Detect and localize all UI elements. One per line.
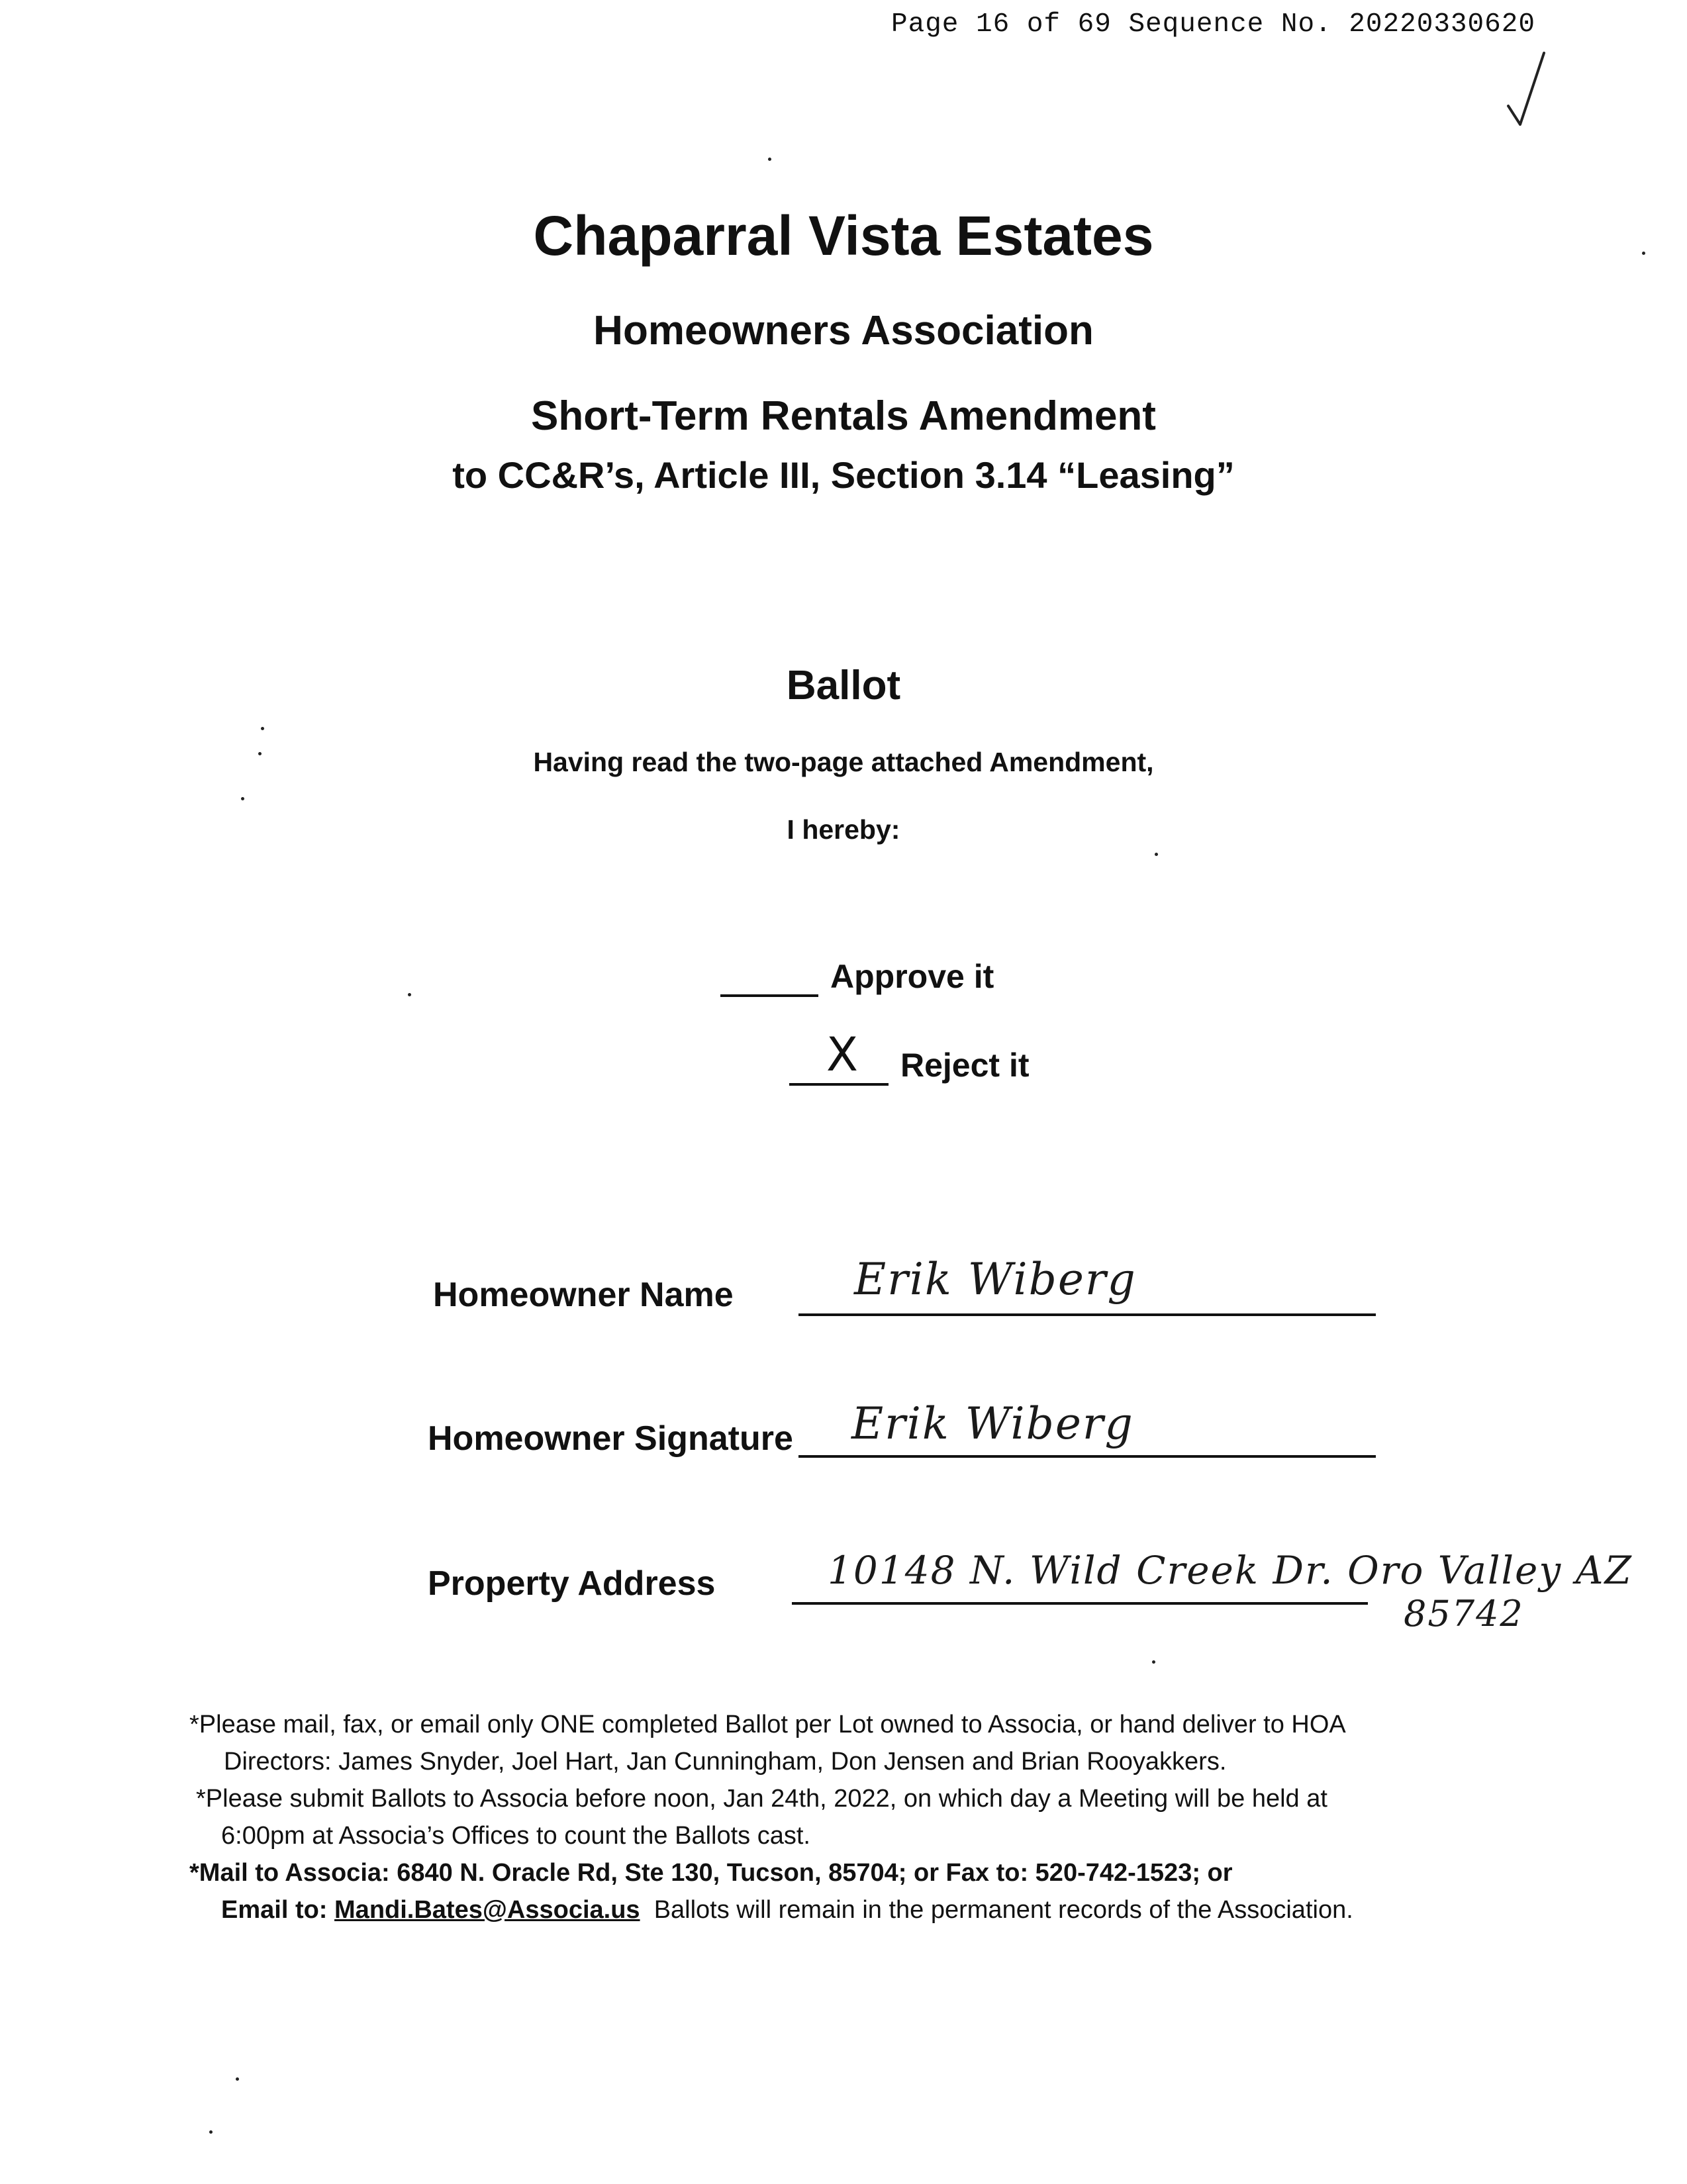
footer-line-4: 6:00pm at Associa’s Offices to count the Ballots cast. <box>221 1822 810 1850</box>
footer-email-prefix: Email to: <box>221 1896 335 1924</box>
email-link[interactable]: Mandi.Bates@Associa.us <box>334 1896 640 1924</box>
scan-speck <box>1155 853 1158 856</box>
homeowner-signature-line[interactable] <box>798 1455 1376 1458</box>
page-sequence-header: Page 16 of 69 Sequence No. 20220330620 <box>891 9 1535 40</box>
scan-speck <box>236 2077 239 2081</box>
amendment-reference: to CC&R’s, Article III, Section 3.14 “Leasing” <box>452 454 1235 496</box>
ballot-hereby: I hereby: <box>787 814 900 845</box>
ballot-heading: Ballot <box>786 663 901 708</box>
property-address-zip: 85742 <box>1404 1593 1524 1635</box>
footer-line-5 <box>189 1860 1233 1885</box>
homeowner-signature-label: Homeowner Signature <box>428 1419 793 1458</box>
association-type: Homeowners Association <box>593 308 1094 354</box>
property-address-line[interactable] <box>792 1602 1368 1605</box>
ballot-intro: Having read the two-page attached Amendment, <box>533 747 1154 777</box>
footer-mail-fax: *Mail to Associa: 6840 N. Oracle Rd, Ste 130, Tucson, 85704; or Fax to: 520-742-1523; or <box>189 1859 1233 1887</box>
reject-mark: X <box>826 1027 858 1082</box>
homeowner-signature-value: Erik Wiberg <box>851 1398 1134 1449</box>
footer-records-note: Ballots will remain in the permanent records of the Association. <box>653 1896 1353 1924</box>
approve-blank-line[interactable] <box>720 994 818 997</box>
homeowner-name-line[interactable] <box>798 1313 1376 1316</box>
scan-speck <box>1642 252 1645 255</box>
homeowner-name-label: Homeowner Name <box>433 1276 734 1314</box>
homeowner-name-value: Erik Wiberg <box>854 1254 1137 1305</box>
reject-option-label: Reject it <box>900 1047 1030 1084</box>
checkmark-icon <box>1503 40 1556 132</box>
scan-speck <box>1152 1660 1155 1664</box>
footer-line-2: Directors: James Snyder, Joel Hart, Jan Cunningham, Don Jensen and Brian Rooyakkers. <box>224 1748 1227 1776</box>
footer-line-6 <box>221 1897 1353 1923</box>
reject-blank-line[interactable] <box>789 1083 889 1086</box>
scan-speck <box>408 993 411 996</box>
property-address-value: 10148 N. Wild Creek Dr. Oro Valley AZ <box>828 1548 1633 1593</box>
scan-speck <box>261 727 264 730</box>
approve-option-label: Approve it <box>830 958 994 995</box>
scan-speck <box>768 158 771 161</box>
footer-line-3: *Please submit Ballots to Associa before noon, Jan 24th, 2022, on which day a Meeting will be held at <box>196 1785 1327 1813</box>
amendment-title: Short-Term Rentals Amendment <box>531 393 1156 439</box>
scan-speck <box>241 797 244 800</box>
scan-speck <box>258 752 262 755</box>
association-name: Chaparral Vista Estates <box>533 205 1154 267</box>
footer-line-1: *Please mail, fax, or email only ONE completed Ballot per Lot owned to Associa, or hand deliver to HOA <box>189 1711 1346 1738</box>
scan-speck <box>209 2130 213 2134</box>
property-address-label: Property Address <box>428 1564 716 1603</box>
